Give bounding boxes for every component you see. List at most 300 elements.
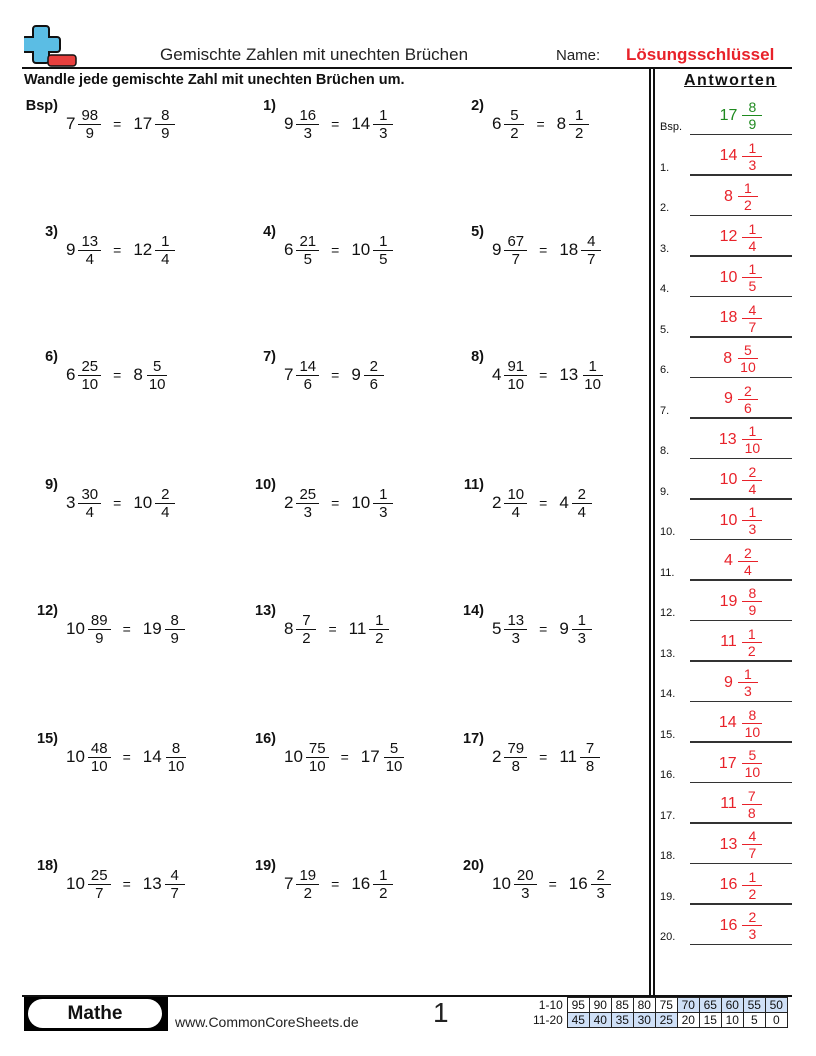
equals-sign: = xyxy=(122,621,131,637)
answer-whole: 17 xyxy=(360,747,380,766)
answer-row xyxy=(660,136,792,176)
answer-whole: 13 xyxy=(718,430,737,448)
answer-label: 12. xyxy=(660,607,676,619)
answer-value xyxy=(690,585,792,618)
answer-whole: 8 xyxy=(133,365,143,384)
answer-fraction xyxy=(737,342,759,375)
answer-whole: 10 xyxy=(719,511,738,529)
answer-whole: 16 xyxy=(568,874,588,893)
answer-value xyxy=(690,545,792,578)
question-fraction xyxy=(504,740,527,775)
answer-whole: 10 xyxy=(133,493,153,512)
numerator: 1 xyxy=(742,869,762,886)
answer-whole: 11 xyxy=(720,633,737,650)
question-fraction xyxy=(296,612,316,647)
denominator: 10 xyxy=(584,375,601,393)
site-link[interactable]: www.CommonCoreSheets.de xyxy=(175,1014,359,1030)
numerator: 1 xyxy=(572,612,592,630)
answer-value xyxy=(690,464,792,497)
denominator: 7 xyxy=(748,318,757,335)
problem-item xyxy=(24,351,169,399)
numerator: 5 xyxy=(738,342,758,359)
answer-fraction xyxy=(155,233,175,268)
numerator: 7 xyxy=(580,740,600,758)
numerator: 1 xyxy=(373,867,393,885)
problem-item xyxy=(24,733,187,781)
question-whole: 7 xyxy=(66,114,76,133)
denominator: 8 xyxy=(511,757,520,775)
problem-number: 5) xyxy=(471,224,484,240)
numerator: 8 xyxy=(742,585,762,602)
score-cell: 95 xyxy=(567,998,589,1013)
answer-fraction xyxy=(738,180,758,213)
equals-sign: = xyxy=(536,116,545,132)
answer-row xyxy=(660,541,792,581)
answer-fraction xyxy=(742,909,762,942)
answer-value xyxy=(690,828,792,861)
answer-row xyxy=(660,865,792,905)
numerator: 1 xyxy=(742,423,762,440)
answer-fraction xyxy=(581,358,604,393)
answer-fraction xyxy=(165,867,185,902)
answer-row xyxy=(660,257,792,297)
answer-fraction xyxy=(742,788,762,821)
answer-row xyxy=(660,217,792,257)
numerator: 8 xyxy=(742,99,762,116)
denominator: 2 xyxy=(748,885,757,902)
denominator: 2 xyxy=(574,124,584,142)
equals-sign: = xyxy=(328,621,337,637)
problem-item xyxy=(24,860,185,908)
score-cell: 75 xyxy=(655,998,677,1013)
problem-number: 12) xyxy=(37,603,58,619)
answer-row xyxy=(660,379,792,419)
numerator: 4 xyxy=(742,828,762,845)
problem-item xyxy=(450,860,611,908)
score-cell: 0 xyxy=(765,1013,787,1028)
numerator: 7 xyxy=(742,788,762,805)
score-range-label: 1-10 xyxy=(538,998,563,1012)
denominator: 5 xyxy=(379,250,388,268)
numerator: 8 xyxy=(165,612,185,630)
denominator: 10 xyxy=(90,757,108,775)
answer-whole: 13 xyxy=(559,365,579,384)
question-whole: 3 xyxy=(66,493,76,512)
answer-whole: 18 xyxy=(719,309,738,326)
answer-fraction xyxy=(165,740,188,775)
answer-label: 10. xyxy=(660,526,676,538)
equals-sign: = xyxy=(548,876,557,892)
numerator: 19 xyxy=(296,867,319,885)
answer-value xyxy=(690,180,792,213)
denominator: 10 xyxy=(744,764,761,780)
problem-item xyxy=(450,100,589,148)
denominator: 9 xyxy=(161,124,170,142)
denominator: 6 xyxy=(303,375,312,393)
answer-row xyxy=(660,176,792,216)
problem-item xyxy=(242,479,393,527)
answer-row xyxy=(660,460,792,500)
equals-sign: = xyxy=(539,749,548,765)
question-fraction xyxy=(296,107,319,142)
answer-value xyxy=(690,342,792,375)
answer-fraction xyxy=(742,302,762,335)
denominator: 7 xyxy=(511,250,520,268)
numerator: 1 xyxy=(583,358,603,376)
problem-number: 15) xyxy=(37,731,58,747)
numerator: 25 xyxy=(88,867,111,885)
question-fraction xyxy=(78,358,101,393)
numerator: 1 xyxy=(155,233,175,251)
answer-row xyxy=(660,662,792,702)
question-fraction xyxy=(88,612,111,647)
score-row xyxy=(530,998,787,1013)
answer-whole: 17 xyxy=(719,106,738,124)
answer-fraction xyxy=(569,107,589,142)
answer-whole: 13 xyxy=(719,835,738,853)
score-table xyxy=(530,997,788,1028)
answer-label: 19. xyxy=(660,890,676,903)
score-row xyxy=(530,1013,787,1028)
answer-fraction xyxy=(742,747,764,780)
denominator: 3 xyxy=(748,156,757,173)
question-fraction xyxy=(88,867,111,902)
numerator: 13 xyxy=(78,233,101,251)
problem-number: 8) xyxy=(471,349,484,365)
answer-fraction xyxy=(742,828,762,861)
equals-sign: = xyxy=(331,876,340,892)
denominator: 9 xyxy=(748,602,757,618)
numerator: 1 xyxy=(369,612,389,630)
score-cell: 20 xyxy=(677,1013,699,1028)
answer-line xyxy=(690,944,792,945)
header-divider xyxy=(22,67,792,69)
problem-item xyxy=(242,733,405,781)
answer-label: 8. xyxy=(660,445,670,457)
denominator: 3 xyxy=(379,124,388,142)
numerator: 5 xyxy=(742,747,762,764)
plus-minus-logo-icon xyxy=(24,24,78,68)
answer-row xyxy=(660,338,792,378)
problem-item xyxy=(24,605,185,653)
denominator: 3 xyxy=(596,884,605,902)
equals-sign: = xyxy=(113,242,122,258)
answer-whole: 9 xyxy=(559,619,569,638)
denominator: 3 xyxy=(511,629,520,647)
numerator: 7 xyxy=(296,612,316,630)
denominator: 7 xyxy=(170,884,179,902)
denominator: 2 xyxy=(379,884,388,902)
numerator: 1 xyxy=(742,140,762,157)
score-cell: 65 xyxy=(699,998,721,1013)
answer-value xyxy=(690,788,792,821)
denominator: 10 xyxy=(744,723,761,740)
numerator: 2 xyxy=(364,358,384,376)
denominator: 6 xyxy=(744,399,752,416)
score-cell: 10 xyxy=(721,1013,743,1028)
equals-sign: = xyxy=(113,367,122,383)
answer-whole: 16 xyxy=(719,876,738,893)
instructions: Wandle jede gemischte Zahl mit unechten Brüchen um. xyxy=(24,72,405,88)
answer-whole: 8 xyxy=(556,114,567,133)
numerator: 4 xyxy=(165,867,185,885)
equals-sign: = xyxy=(122,876,131,892)
equals-sign: = xyxy=(113,495,122,511)
numerator: 20 xyxy=(514,867,537,885)
answer-label: 6. xyxy=(660,364,670,376)
question-fraction xyxy=(78,486,101,521)
denominator: 8 xyxy=(585,757,595,775)
denominator: 2 xyxy=(302,629,311,647)
denominator: 10 xyxy=(167,757,185,775)
score-cell: 45 xyxy=(567,1013,589,1028)
numerator: 48 xyxy=(88,740,111,758)
question-fraction xyxy=(504,358,527,393)
problem-item xyxy=(450,605,592,653)
equals-sign: = xyxy=(539,495,548,511)
answer-whole: 12 xyxy=(719,228,738,245)
problem-number: 7) xyxy=(263,349,276,365)
numerator: 1 xyxy=(738,666,758,683)
question-fraction xyxy=(306,740,329,775)
denominator: 10 xyxy=(148,375,166,393)
answer-value xyxy=(690,383,792,416)
numerator: 1 xyxy=(742,626,762,643)
answer-fraction xyxy=(742,423,764,456)
numerator: 4 xyxy=(581,233,601,251)
answer-row xyxy=(660,703,792,743)
problem-number: 16) xyxy=(255,731,276,747)
numerator: 5 xyxy=(147,358,167,376)
answer-fraction xyxy=(581,233,601,268)
denominator: 5 xyxy=(748,278,757,294)
answer-row xyxy=(660,95,792,135)
answer-whole: 4 xyxy=(724,552,733,569)
answer-whole: 17 xyxy=(718,754,737,772)
answer-row xyxy=(660,905,792,945)
answer-row xyxy=(660,622,792,662)
equals-sign: = xyxy=(539,621,548,637)
question-whole: 2 xyxy=(492,747,502,766)
problem-item xyxy=(24,226,175,274)
denominator: 4 xyxy=(161,250,170,268)
question-whole: 10 xyxy=(66,619,85,638)
answer-row xyxy=(660,500,792,540)
denominator: 7 xyxy=(95,884,104,902)
question-fraction xyxy=(78,233,101,268)
problem-number: 6) xyxy=(45,349,58,365)
answer-fraction xyxy=(155,107,175,142)
score-cell: 25 xyxy=(655,1013,677,1028)
numerator: 1 xyxy=(742,261,762,278)
answer-whole: 10 xyxy=(351,493,371,512)
numerator: 67 xyxy=(504,233,527,251)
answer-fraction xyxy=(373,233,393,268)
problem-item xyxy=(242,605,389,653)
score-cell: 60 xyxy=(721,998,743,1013)
answer-fraction xyxy=(373,486,393,521)
answer-value xyxy=(690,869,792,902)
answer-whole: 11 xyxy=(348,619,367,638)
numerator: 2 xyxy=(572,486,592,504)
answer-fraction xyxy=(742,464,762,497)
problem-number: 20) xyxy=(463,858,484,874)
numerator: 14 xyxy=(296,358,319,376)
denominator: 9 xyxy=(95,629,104,647)
problem-item xyxy=(242,100,393,148)
score-cell: 70 xyxy=(677,998,699,1013)
denominator: 10 xyxy=(308,757,326,775)
answer-whole: 9 xyxy=(724,673,733,691)
denominator: 3 xyxy=(748,521,757,537)
numerator: 30 xyxy=(78,486,101,504)
numerator: 8 xyxy=(155,107,175,125)
answer-fraction xyxy=(742,626,762,659)
problem-item xyxy=(242,860,393,908)
answer-label: 7. xyxy=(660,404,670,417)
question-fraction xyxy=(504,107,524,142)
denominator: 9 xyxy=(85,124,94,142)
subject-badge: Mathe xyxy=(28,999,162,1028)
answer-whole: 11 xyxy=(720,795,737,812)
answer-fraction xyxy=(572,486,592,521)
denominator: 7 xyxy=(748,845,757,861)
numerator: 1 xyxy=(569,107,589,125)
denominator: 2 xyxy=(510,124,519,142)
answer-whole: 13 xyxy=(142,874,162,893)
question-fraction xyxy=(504,486,527,521)
answer-label: 18. xyxy=(660,850,676,862)
question-whole: 2 xyxy=(284,493,294,512)
problem-number: 1) xyxy=(263,98,276,114)
answer-fraction xyxy=(742,140,762,173)
problem-item xyxy=(24,100,175,148)
question-whole: 10 xyxy=(284,747,303,766)
denominator: 3 xyxy=(379,503,388,521)
problem-item xyxy=(242,226,393,274)
denominator: 4 xyxy=(161,503,170,521)
denominator: 4 xyxy=(511,503,520,521)
answer-whole: 14 xyxy=(719,147,738,164)
answer-label: 9. xyxy=(660,485,670,498)
denominator: 3 xyxy=(744,683,752,699)
denominator: 4 xyxy=(748,237,757,254)
numerator: 2 xyxy=(742,909,762,926)
problem-item xyxy=(242,351,384,399)
question-fraction xyxy=(514,867,537,902)
answer-label: 11. xyxy=(660,566,675,579)
answer-fraction xyxy=(580,740,600,775)
question-whole: 9 xyxy=(284,114,294,133)
answer-label: 16. xyxy=(660,769,676,781)
answer-label: 3. xyxy=(660,242,670,255)
answer-fraction xyxy=(742,99,762,132)
answer-whole: 9 xyxy=(351,365,361,384)
question-whole: 7 xyxy=(284,874,294,893)
answer-row xyxy=(660,743,792,783)
name-value: Lösungsschlüssel xyxy=(626,45,775,64)
answer-label: Bsp. xyxy=(660,121,683,133)
answer-value xyxy=(690,626,792,659)
problem-number: 18) xyxy=(37,858,58,874)
question-fraction xyxy=(78,107,101,142)
denominator: 10 xyxy=(81,375,99,393)
numerator: 1 xyxy=(373,107,393,125)
problem-number: 14) xyxy=(463,603,484,619)
problem-number: 17) xyxy=(463,731,484,747)
answer-whole: 8 xyxy=(723,349,733,367)
denominator: 10 xyxy=(744,440,761,456)
problem-number: 9) xyxy=(45,477,58,493)
question-fraction xyxy=(88,740,111,775)
problem-item xyxy=(450,479,592,527)
question-whole: 8 xyxy=(284,619,294,638)
numerator: 1 xyxy=(738,180,758,197)
answer-row xyxy=(660,824,792,864)
denominator: 4 xyxy=(85,503,94,521)
answer-fraction xyxy=(146,358,169,393)
answer-label: 14. xyxy=(660,688,676,700)
problem-number: 11) xyxy=(463,477,484,493)
answer-whole: 19 xyxy=(719,592,738,610)
equals-sign: = xyxy=(113,116,122,132)
answer-value xyxy=(690,140,792,173)
answer-fraction xyxy=(591,867,611,902)
question-whole: 6 xyxy=(492,114,502,133)
score-cell: 50 xyxy=(765,998,787,1013)
equals-sign: = xyxy=(122,749,131,765)
question-fraction xyxy=(296,867,319,902)
question-fraction xyxy=(504,233,527,268)
equals-sign: = xyxy=(331,116,340,132)
numerator: 75 xyxy=(306,740,329,758)
answer-fraction xyxy=(369,612,389,647)
question-whole: 2 xyxy=(492,493,502,512)
score-cell: 55 xyxy=(743,998,765,1013)
denominator: 3 xyxy=(303,124,312,142)
numerator: 2 xyxy=(591,867,611,885)
denominator: 8 xyxy=(747,804,756,821)
denominator: 4 xyxy=(744,561,752,578)
answer-value xyxy=(690,302,792,335)
answer-fraction xyxy=(742,221,762,254)
answer-whole: 18 xyxy=(559,240,579,259)
numerator: 89 xyxy=(88,612,111,630)
answer-whole: 19 xyxy=(142,619,162,638)
denominator: 4 xyxy=(748,480,757,497)
numerator: 1 xyxy=(742,221,762,238)
question-whole: 7 xyxy=(284,365,294,384)
numerator: 16 xyxy=(296,107,319,125)
equals-sign: = xyxy=(331,367,340,383)
score-cell: 15 xyxy=(699,1013,721,1028)
numerator: 1 xyxy=(373,233,393,251)
numerator: 79 xyxy=(504,740,527,758)
numerator: 8 xyxy=(742,707,762,724)
answer-whole: 16 xyxy=(351,874,371,893)
answer-row xyxy=(660,581,792,621)
numerator: 25 xyxy=(296,486,319,504)
answer-value xyxy=(690,423,792,456)
answer-fraction xyxy=(742,585,762,618)
answer-fraction xyxy=(155,486,175,521)
answer-value xyxy=(690,261,792,294)
answer-fraction xyxy=(742,261,762,294)
denominator: 3 xyxy=(577,629,586,647)
score-cell: 40 xyxy=(589,1013,611,1028)
equals-sign: = xyxy=(539,367,548,383)
numerator: 2 xyxy=(742,464,762,481)
